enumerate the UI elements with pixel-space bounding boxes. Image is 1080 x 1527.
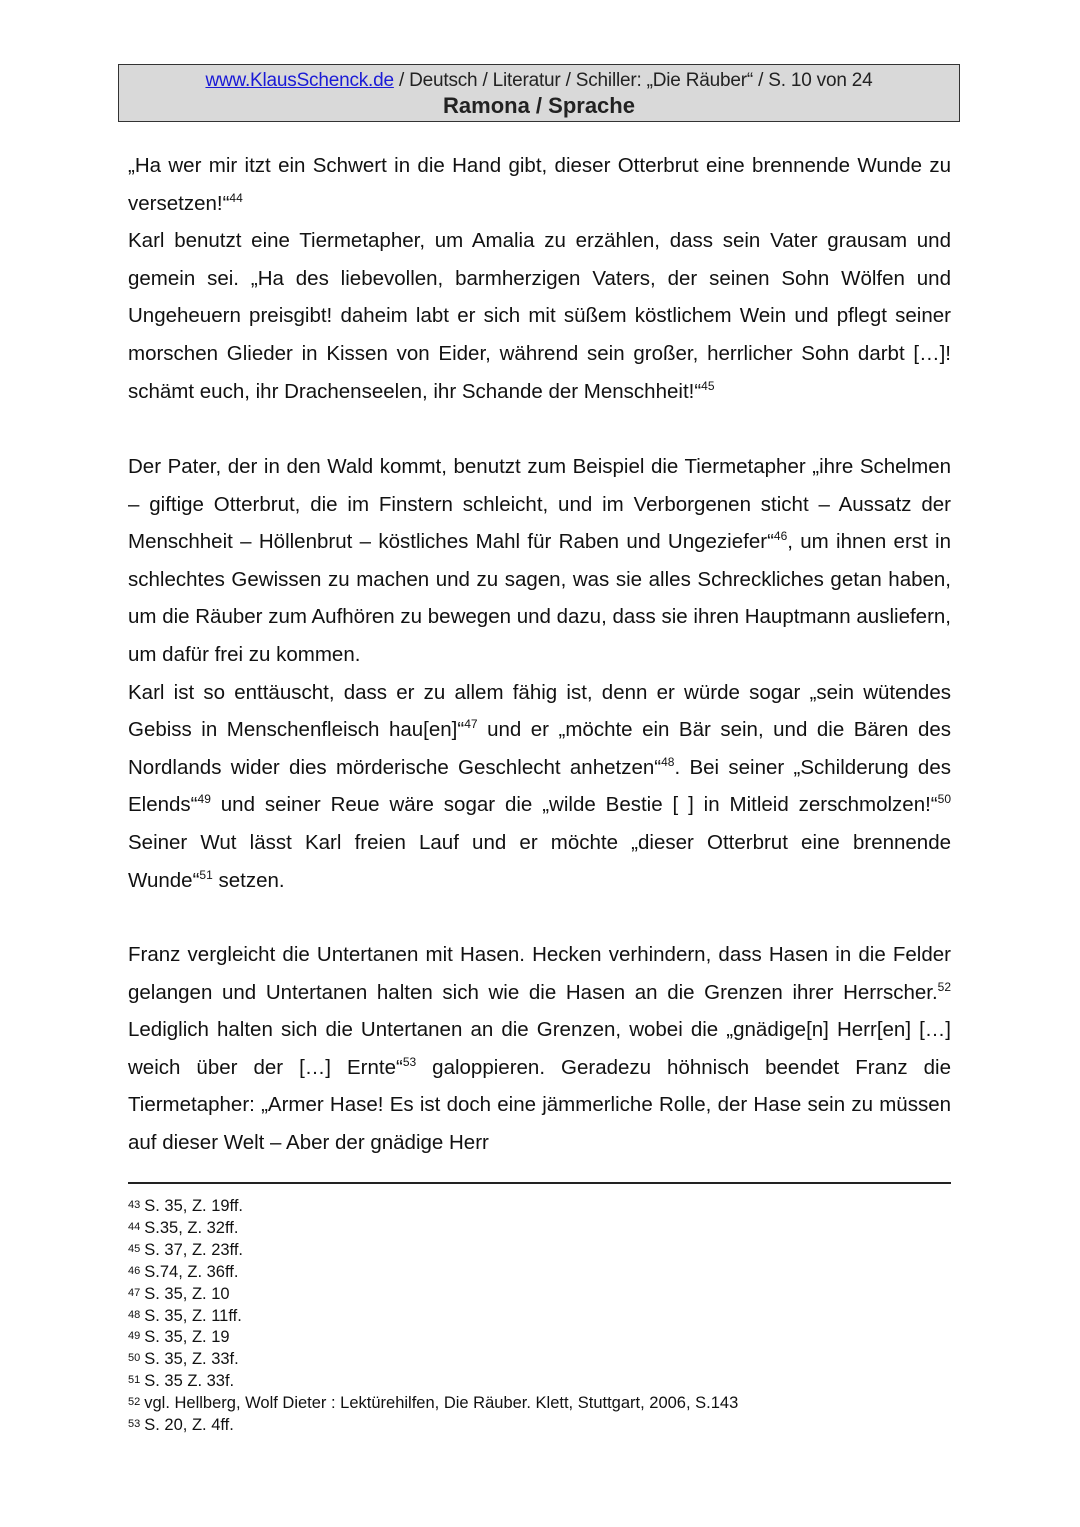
paragraph-karl-anger: Karl ist so enttäuscht, dass er zu allem fähig ist, denn er würde sogar „sein wütendes Gebiss in Menschenfleisch hau[en]“$^{47}$ und er „möchte ein Bär sein, und die Bären des Nordlands wider dies mörderische Geschlecht anhetzen“$^{48}$. Bei seiner „Schilderung des Elends“$^{49}$ und seiner Reue wäre sogar die „wilde Bestie [ ] in Mitleid zerschmolzen!“$^{50}$ Seiner Wut lässt Karl freien Lauf und er möchte „dieser Otterbrut eine brennende Wunde“$^{51}$ setzen. [128,680,951,892]
footnote-ref-47: 47 [464,717,478,732]
page-title: Ramona / Sprache [443,93,635,118]
footnote: 49 S. 35, Z. 19 [128,1328,230,1347]
footnote-ref-48: 48 [661,754,675,769]
footnote: 50 S. 35, Z. 33f. [128,1350,239,1369]
paragraph-quote: „Ha wer mir itzt ein Schwert in die Hand gibt, dieser Otterbrut eine brennende Wunde zu versetzen!“$^{44}$ [128,154,951,215]
paragraph-franz: Franz vergleicht die Untertanen mit Hasen. Hecken verhindern, dass Hasen in die Felder gelangen und Untertanen halten sich wie die Hasen an die Grenzen ihrer Herrscher.$^{52}$ Lediglich halten sich die Untertanen an die Grenzen, wobei die „gnädige[n] Herr[en] […] weich über der […] Ernte“$^{53}$ galoppieren. Geradezu höhnisch beendet Franz die Tiermetapher: „Armer Hase! Es ist doch eine jämmerliche Rolle, der Hase sein zu müssen auf dieser Welt – Aber der gnädige Herr [128,943,951,1154]
section-franz [128,936,951,1162]
footnote-ref-52: 52 [937,979,951,994]
header-path: / Deutsch / Literatur / Schiller: „Die Räuber“ / S. 10 von 24 [393,70,873,91]
footnote-ref-51: 51 [199,867,213,882]
footnote: 51 S. 35 Z. 33f. [128,1372,235,1391]
footnote-ref-50: 50 [937,792,951,807]
section-pater [128,448,951,899]
footnote: 44 S.35, Z. 32ff. [128,1218,239,1237]
footnote-ref-44: 44 [229,190,243,205]
footnote: 43 S. 35, Z. 19ff. [128,1197,244,1215]
footnote: 53 S. 20, Z. 4ff. [128,1416,234,1435]
footnote-divider [128,1182,951,1184]
footnotes [128,1195,738,1436]
footnote: 47 S. 35, Z. 10 [128,1284,230,1303]
paragraph-karl-father: Karl benutzt eine Tiermetapher, um Amalia zu erzählen, dass sein Vater grausam und gemein sei. „Ha des liebevollen, barmherzigen Vaters, der seinen Sohn Wölfen und Ungeheuern preisgibt! daheim labt er sich mit süßem köstlichem Wein und pflegt seiner morschen Glieder in Kissen von Eider, während sein großer, herrlicher Sohn darbt […]! schämt euch, ihr Drachenseelen, ihr Schande der Menschheit!“$^{45}$ [128,229,951,403]
header-line [119,69,959,93]
page-header [118,64,960,122]
footnote: 48 S. 35, Z. 11ff. [128,1306,242,1325]
footnote: 52 vgl. Hellberg, Wolf Dieter : Lektürehilfen, Die Räuber. Klett, Stuttgart, 2006, S.143 [128,1394,739,1413]
footnote-ref-46: 46 [773,529,788,544]
section-karl [128,147,951,410]
paragraph-pater: Der Pater, der in den Wald kommt, benutzt zum Beispiel die Tiermetapher „ihre Schelmen – giftige Otterbrut, die im Finstern schleicht, und im Verborgenen sticht – Aussatz der Menschheit – Höllenbrut – köstliches Mahl für Raben und Ungeziefer“$^{46}$, um ihnen erst in schlechtes Gewissen zu machen und zu sagen, was sie alles Schreckliches getan haben, um die Räuber zum Aufhören zu bewegen und dazu, dass sie ihren Hauptmann ausliefern, um dafür frei zu kommen. [128,455,951,666]
site-link[interactable]: www.KlausSchenck.de [205,70,394,91]
footnote: 46 S.74, Z. 36ff. [128,1262,239,1281]
footnote: 45 S. 37, Z. 23ff. [128,1240,244,1259]
footnote-ref-49: 49 [197,792,211,807]
footnote-ref-53: 53 [402,1054,417,1069]
footnote-ref-45: 45 [701,378,715,393]
